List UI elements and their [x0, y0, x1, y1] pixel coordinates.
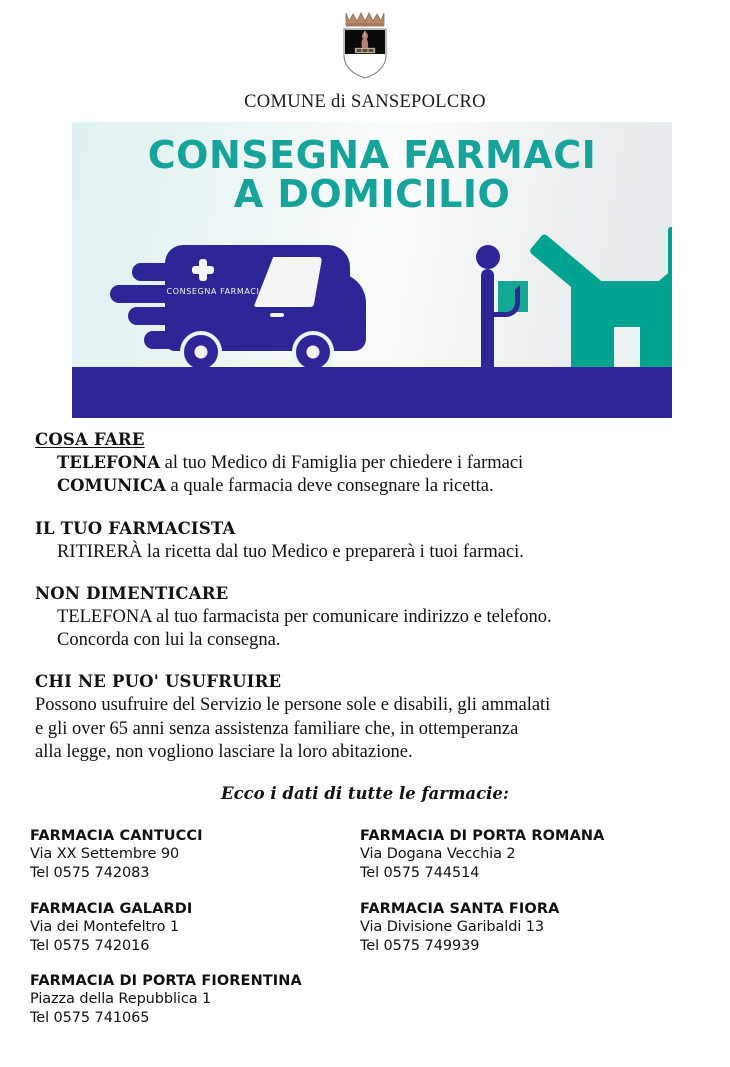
section-line	[35, 629, 695, 652]
pharmacy-entry	[30, 901, 360, 956]
eligibility-line-3: alla legge, non vogliono lasciare la loro abitazione.	[35, 742, 413, 763]
banner-ground-strip	[72, 367, 672, 418]
section-line	[35, 452, 695, 475]
line-strong: TELEFONA	[57, 453, 161, 472]
section-chi-ne-puo-usufruire	[35, 672, 695, 764]
eligibility-line-1: Possono usufruire del Servizio le persone sole e disabili, gli ammalati	[35, 695, 551, 716]
pharmacy-name: FARMACIA SANTA FIORA	[360, 900, 560, 917]
banner-headline-line1: CONSEGNA FARMACI	[147, 133, 597, 177]
delivery-van-icon	[110, 241, 375, 367]
medical-cross-icon	[192, 259, 214, 281]
pharmacy-address: Piazza della Repubblica 1	[30, 991, 212, 1008]
line-rest: a quale farmacia deve consegnare la ricetta.	[165, 476, 494, 497]
section-heading: NON DIMENTICARE	[35, 583, 229, 603]
pharmacy-column-left	[30, 828, 360, 1046]
van-door-handle	[270, 313, 284, 317]
pharmacy-phone: Tel 0575 742083	[30, 864, 150, 881]
pharmacy-phone: Tel 0575 742016	[30, 937, 150, 954]
pharmacy-name: FARMACIA CANTUCCI	[30, 828, 203, 844]
person-head	[476, 245, 500, 269]
section-heading: IL TUO FARMACISTA	[35, 518, 236, 538]
pharmacy-entry	[360, 828, 700, 883]
house-door	[614, 327, 640, 367]
pharmacy-phone: Tel 0575 744514	[360, 864, 480, 881]
section-line	[35, 475, 695, 498]
person-body	[481, 269, 494, 367]
line-rest: Concorda con lui la consegna.	[57, 630, 281, 651]
pharmacy-entry	[30, 973, 360, 1028]
pharmacy-column-right	[360, 828, 700, 1046]
pharmacy-address: Via Divisione Garibaldi 13	[360, 918, 545, 935]
pharmacy-entry	[30, 828, 360, 883]
section-il-tuo-farmacista	[35, 519, 695, 564]
document-header	[0, 0, 730, 113]
section-line	[35, 541, 695, 564]
line-rest: TELEFONA al tuo farmacista per comunicare indirizzo e telefono.	[57, 606, 552, 627]
banner-headline	[72, 133, 672, 217]
pharmacy-name: FARMACIA DI PORTA FIORENTINA	[30, 973, 302, 990]
person-arm	[486, 285, 520, 317]
line-rest: RITIRERÀ la ricetta dal tuo Medico e preparerà i tuoi farmaci.	[57, 541, 524, 562]
banner-headline-line2: A DOMICILIO	[233, 172, 511, 217]
section-non-dimenticare	[35, 584, 695, 653]
pharmacy-name: FARMACIA DI PORTA ROMANA	[360, 828, 605, 844]
pharmacy-list	[30, 828, 700, 1046]
pharmacy-entry	[360, 901, 700, 956]
courier-person-icon	[470, 245, 516, 367]
pharmacy-address: Via XX Settembre 90	[30, 846, 180, 862]
delivery-banner	[72, 122, 672, 418]
section-heading: CHI NE PUO' USUFRUIRE	[35, 672, 282, 692]
pharmacy-phone: Tel 0575 749939	[360, 937, 480, 954]
page-title: COMUNE di SANSEPOLCRO	[244, 92, 486, 112]
section-line	[35, 606, 695, 629]
pharmacy-name: FARMACIA GALARDI	[30, 900, 193, 917]
instructions-content	[35, 430, 695, 817]
pharmacy-address: Via Dogana Vecchia 2	[360, 846, 516, 862]
line-rest: al tuo Medico di Famiglia per chiedere i farmaci	[160, 453, 524, 473]
comune-coat-of-arms-icon	[333, 8, 397, 80]
section-cosa-fare	[35, 430, 695, 499]
line-strong: COMUNICA	[57, 476, 166, 496]
section-heading: COSA FARE	[35, 430, 145, 449]
van-label: CONSEGNA FARMACI	[166, 287, 260, 296]
pharmacy-list-intro: Ecco i dati di tutte le farmacie:	[221, 784, 509, 804]
pharmacy-phone: Tel 0575 741065	[30, 1010, 150, 1027]
house-icon	[550, 227, 672, 367]
eligibility-line-2: e gli over 65 anni senza assistenza familiare che, in ottemperanza	[35, 718, 519, 739]
pharmacy-address: Via dei Montefeltro 1	[30, 918, 180, 935]
